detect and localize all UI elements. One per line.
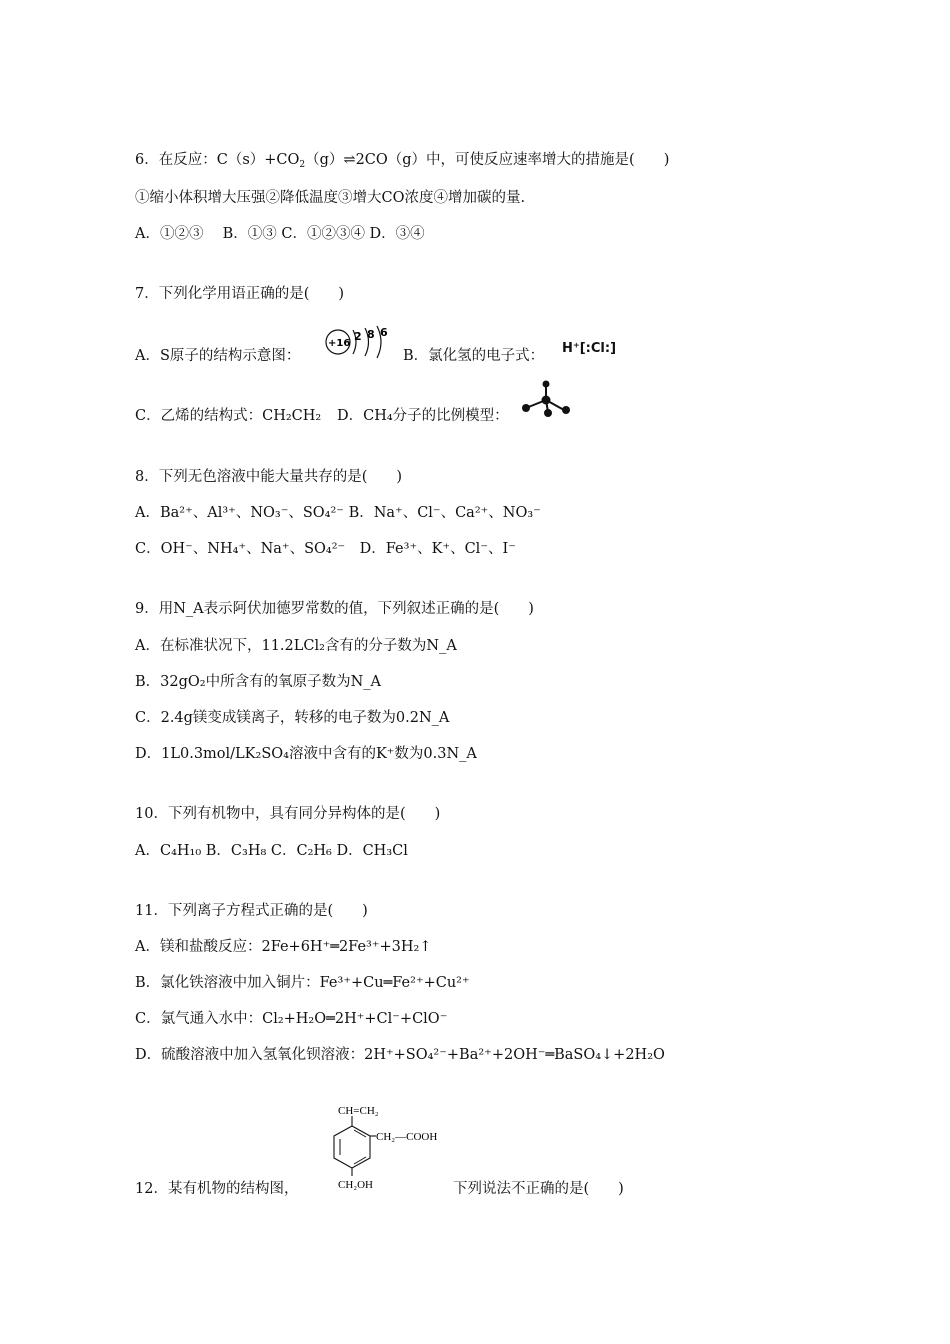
- q11-option-b: B．氯化铁溶液中加入铜片：Fe³⁺+Cu═Fe²⁺+Cu²⁺: [135, 975, 470, 991]
- q12-title-post: 下列说法不正确的是( ): [453, 1181, 624, 1197]
- methane-model-image: [518, 378, 574, 418]
- q9-option-c: C．2.4g镁变成镁离子，转移的电子数为0.2N_A: [135, 710, 450, 726]
- sulfur-atom-diagram: [322, 322, 394, 364]
- shell-electrons-2: 8: [367, 328, 375, 341]
- vinyl-group-label: CH=CH₂: [338, 1105, 379, 1117]
- hcl-electron-formula: H⁺[:Cl:]: [562, 341, 617, 356]
- q9-option-a: A．在标准状况下，11.2LCl₂含有的分子数为N_A: [135, 638, 457, 654]
- q8-title: 8．下列无色溶液中能大量共存的是( ): [135, 469, 403, 485]
- acetic-group-label: CH₂—COOH: [376, 1131, 438, 1143]
- organic-structure-diagram: [318, 1098, 458, 1194]
- q7-title: 7．下列化学用语正确的是( ): [135, 286, 345, 302]
- q11-option-a: A．镁和盐酸反应：2Fe+6H⁺═2Fe³⁺+3H₂↑: [135, 939, 432, 955]
- nucleus-label: +16: [328, 338, 351, 349]
- q11-title: 11．下列离子方程式正确的是( ): [135, 903, 368, 919]
- q7-option-b: B．氯化氢的电子式：: [403, 348, 545, 364]
- q8-options-ab: A．Ba²⁺、Al³⁺、NO₃⁻、SO₄²⁻ B．Na⁺、Cl⁻、Ca²⁺、NO₃⁻: [135, 505, 541, 521]
- q12-title-pre: 12．某有机物的结构图，: [135, 1181, 299, 1197]
- q9-title: 9．用N_A表示阿伏加德罗常数的值，下列叙述正确的是( ): [135, 601, 534, 617]
- q7-option-d: D．CH₄分子的比例模型：: [337, 408, 509, 424]
- q8-options-cd: C．OH⁻、NH₄⁺、Na⁺、SO₄²⁻ D．Fe³⁺、K⁺、Cl⁻、I⁻: [135, 541, 516, 557]
- q11-option-d: D．硫酸溶液中加入氢氧化钡溶液：2H⁺+SO₄²⁻+Ba²⁺+2OH⁻═BaSO₄↓+2H₂O: [135, 1047, 665, 1063]
- q10-title: 10．下列有机物中，具有同分异构体的是( ): [135, 806, 441, 822]
- q9-option-b: B．32gO₂中所含有的氧原子数为N_A: [135, 674, 381, 690]
- shell-electrons-3: 6: [380, 326, 388, 339]
- q6-measures: ①缩小体积增大压强②降低温度③增大CO浓度④增加碳的量.: [135, 190, 526, 206]
- q7-option-a: A．S原子的结构示意图：: [135, 348, 301, 364]
- q10-options: A．C₄H₁₀ B．C₃H₈ C．C₂H₆ D．CH₃Cl: [135, 843, 408, 859]
- hydroxymethyl-label: CH₂OH: [338, 1179, 374, 1191]
- q9-option-d: D．1L0.3mol/LK₂SO₄溶液中含有的K⁺数为0.3N_A: [135, 746, 477, 762]
- q6-title: 6．在反应：$C(s)+CO_2(g)\rightleftharpoons 2CO(g)$中，可使反应速率增大的措施是( ): [135, 152, 670, 170]
- shell-electrons-1: 2: [354, 330, 362, 343]
- benzene-ring: [334, 1126, 370, 1168]
- q6-options: A．①②③ B．①③ C．①②③④ D．③④: [135, 226, 425, 242]
- q11-option-c: C．氯气通入水中：Cl₂+H₂O═2H⁺+Cl⁻+ClO⁻: [135, 1011, 448, 1027]
- q7-option-c: C．乙烯的结构式：CH₂CH₂: [135, 408, 322, 424]
